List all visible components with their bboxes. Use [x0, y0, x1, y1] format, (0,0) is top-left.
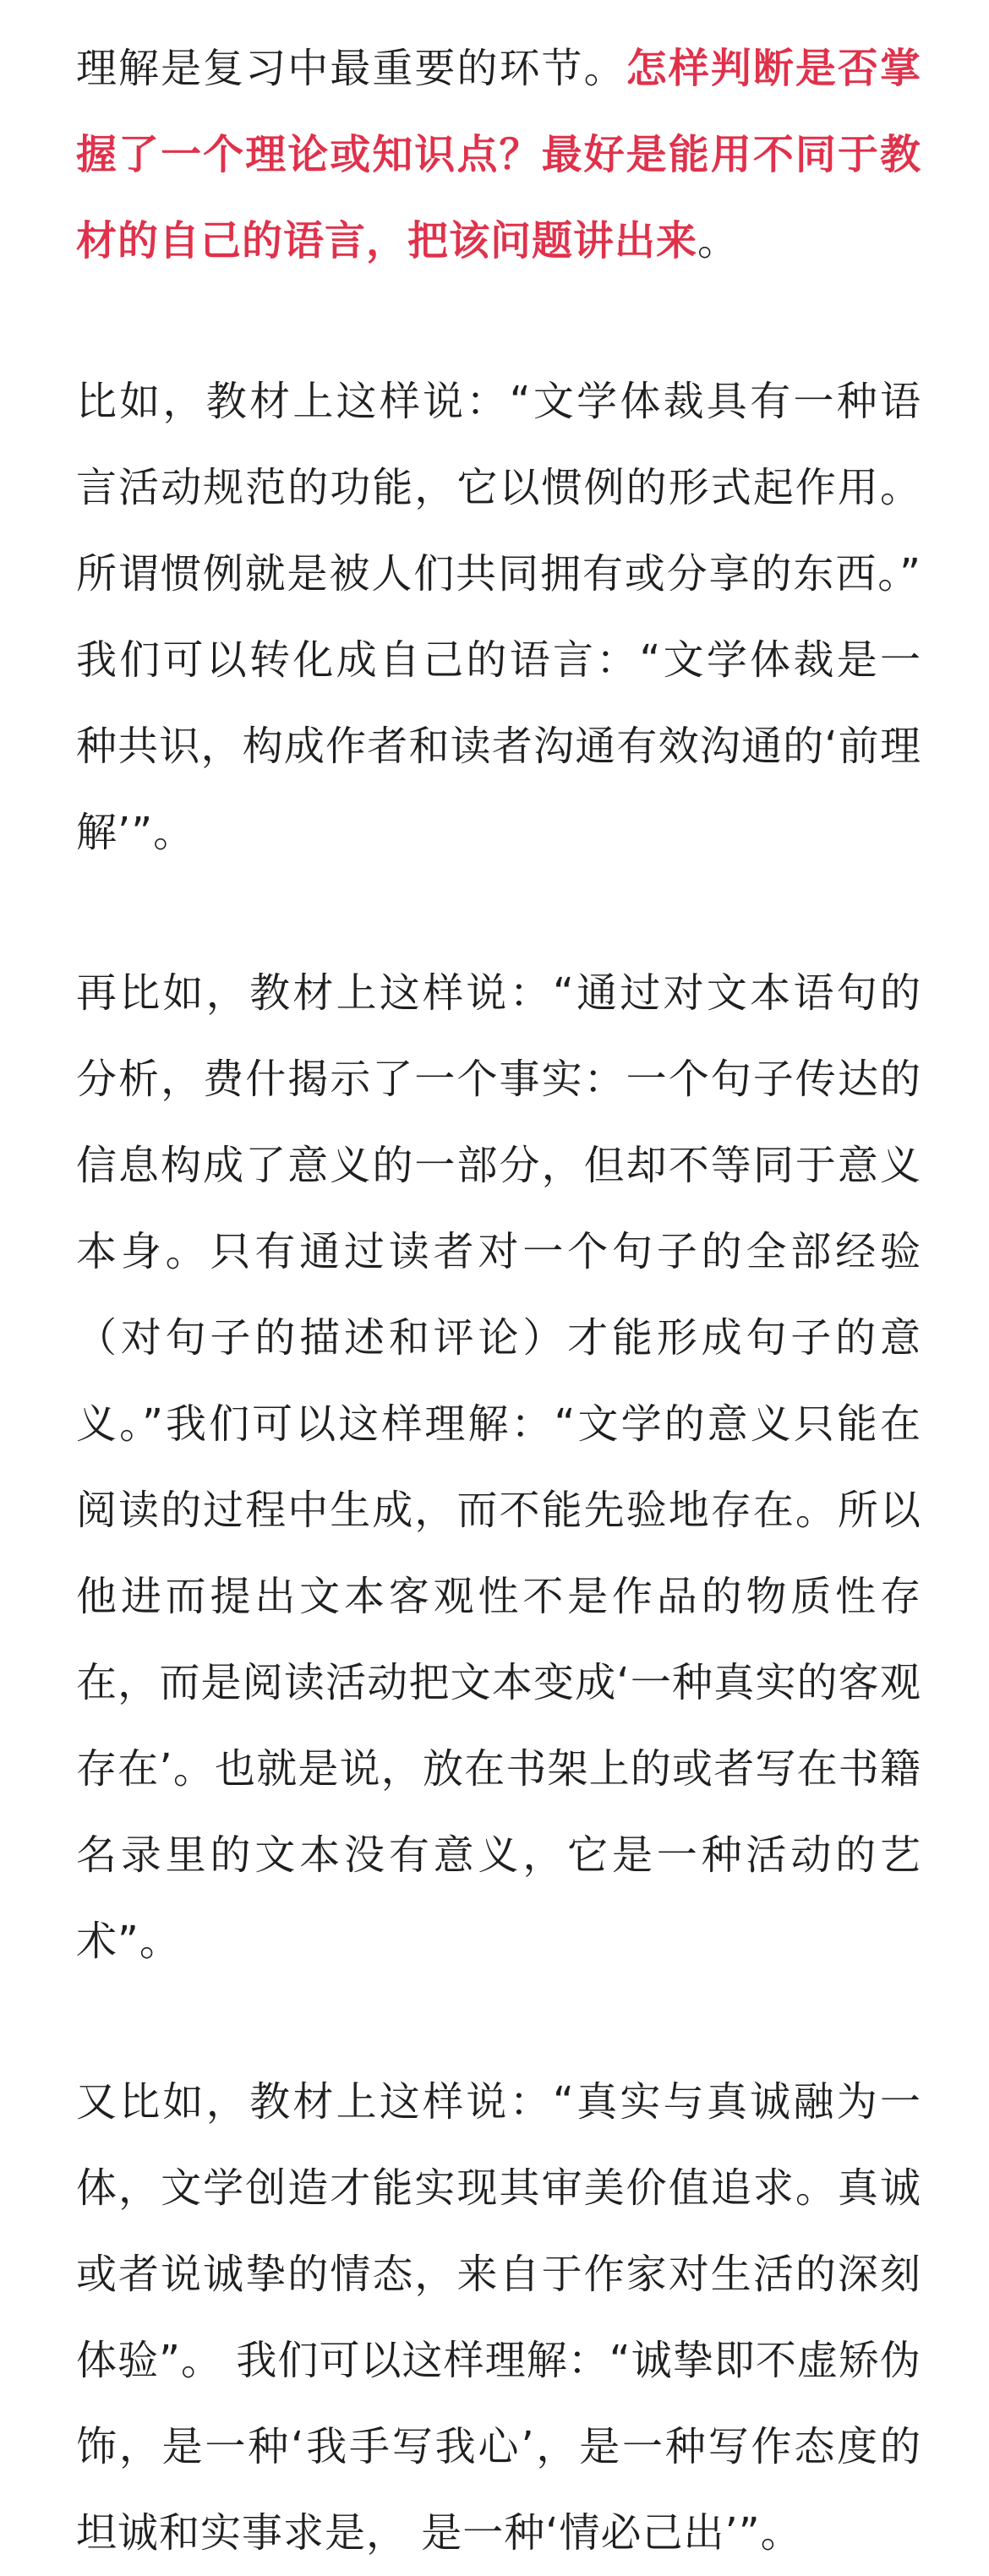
paragraph-example-sincerity: 又比如，教材上这样说：“真实与真诚融为一体，文学创造才能实现其审美价值追求。真诚或者说诚挚的情态，来自于作家对生活的深刻体验”。 我们可以这样理解：“诚挚即不虚矫伪饰，是一种‘我手写我心’，是一种写作态度的坦诚和实事求是， 是一种‘情必己出’”。 — [76, 2078, 921, 2557]
intro-text: 理解是复习中最重要的环节。 — [76, 45, 626, 92]
article-body — [76, 25, 921, 2576]
paragraph-example-genre: 比如，教材上这样说：“文学体裁具有一种语言活动规范的功能，它以惯例的形式起作用。所谓惯例就是被人们共同拥有或分享的东西。” 我们可以转化成自己的语言：“文学体裁是一种共识，构成作者和读者沟通有效沟通的‘前理解’”。 — [76, 378, 921, 856]
paragraph-example-meaning: 再比如，教材上这样说：“通过对文本语句的分析，费什揭示了一个事实：一个句子传达的信息构成了意义的一部分，但却不等同于意义本身。只有通过读者对一个句子的全部经验（对句子的描述和评论）才能形成句子的意义。”我们可以这样理解：“文学的意义只能在阅读的过程中生成，而不能先验地存在。所以他进而提出文本客观性不是作品的物质性存在，而是阅读活动把文本变成‘一种真实的客观存在’。也就是说，放在书架上的或者写在书籍名录里的文本没有意义，它是一种活动的艺术”。 — [76, 969, 921, 1965]
paragraph-intro — [76, 25, 921, 284]
highlighted-key-point: 怎样判断是否掌握了一个理论或知识点？最好是能用不同于教材的自己的语言，把该问题讲出来 — [76, 45, 921, 265]
intro-ending-punctuation: 。 — [697, 217, 740, 265]
